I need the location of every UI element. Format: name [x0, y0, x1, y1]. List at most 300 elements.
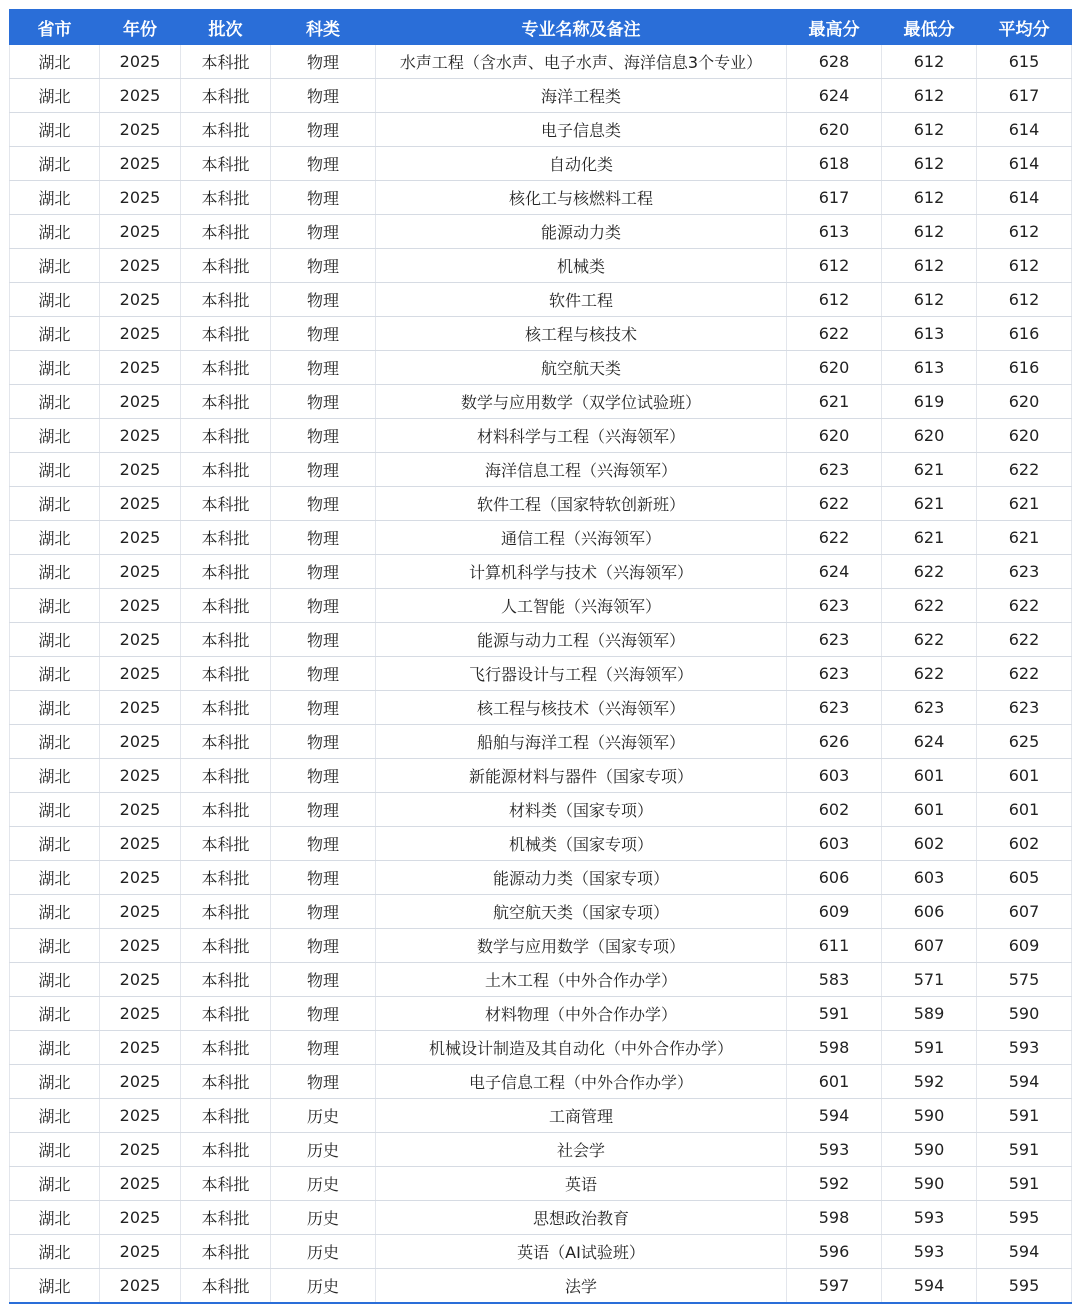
cell-avg-score: 617: [977, 79, 1072, 113]
table-row: [10, 929, 1072, 963]
cell-max-score: 611: [787, 929, 882, 963]
cell-batch: 本科批: [181, 283, 271, 317]
cell-subject: 物理: [271, 589, 376, 623]
cell-avg-score: 616: [977, 317, 1072, 351]
cell-avg-score: 609: [977, 929, 1072, 963]
cell-subject: 物理: [271, 215, 376, 249]
cell-year: 2025: [100, 1065, 181, 1099]
cell-province: 湖北: [10, 555, 100, 589]
cell-min-score: 612: [882, 249, 977, 283]
table-row: [10, 793, 1072, 827]
cell-subject: 物理: [271, 181, 376, 215]
cell-avg-score: 595: [977, 1269, 1072, 1304]
cell-batch: 本科批: [181, 1269, 271, 1304]
cell-max-score: 622: [787, 521, 882, 555]
table-row: [10, 759, 1072, 793]
cell-avg-score: 607: [977, 895, 1072, 929]
cell-subject: 物理: [271, 453, 376, 487]
cell-major: 英语: [376, 1167, 787, 1201]
cell-province: 湖北: [10, 487, 100, 521]
cell-max-score: 593: [787, 1133, 882, 1167]
cell-batch: 本科批: [181, 827, 271, 861]
cell-province: 湖北: [10, 521, 100, 555]
cell-province: 湖北: [10, 1065, 100, 1099]
cell-year: 2025: [100, 793, 181, 827]
cell-major: 软件工程（国家特软创新班）: [376, 487, 787, 521]
cell-avg-score: 622: [977, 623, 1072, 657]
cell-avg-score: 614: [977, 147, 1072, 181]
cell-major: 社会学: [376, 1133, 787, 1167]
cell-subject: 物理: [271, 249, 376, 283]
cell-min-score: 622: [882, 623, 977, 657]
cell-province: 湖北: [10, 249, 100, 283]
cell-avg-score: 601: [977, 759, 1072, 793]
cell-avg-score: 605: [977, 861, 1072, 895]
cell-subject: 物理: [271, 861, 376, 895]
cell-subject: 物理: [271, 895, 376, 929]
cell-min-score: 593: [882, 1201, 977, 1235]
cell-min-score: 623: [882, 691, 977, 725]
cell-major: 新能源材料与器件（国家专项）: [376, 759, 787, 793]
cell-major: 船舶与海洋工程（兴海领军）: [376, 725, 787, 759]
table-row: [10, 1201, 1072, 1235]
table-row: [10, 963, 1072, 997]
cell-major: 电子信息工程（中外合作办学）: [376, 1065, 787, 1099]
score-table-container: [9, 9, 1071, 1304]
cell-batch: 本科批: [181, 385, 271, 419]
cell-min-score: 606: [882, 895, 977, 929]
table-body: [10, 45, 1072, 1304]
cell-province: 湖北: [10, 589, 100, 623]
table-row: [10, 589, 1072, 623]
cell-major: 英语（AI试验班）: [376, 1235, 787, 1269]
table-row: [10, 895, 1072, 929]
cell-major: 飞行器设计与工程（兴海领军）: [376, 657, 787, 691]
cell-avg-score: 593: [977, 1031, 1072, 1065]
cell-major: 海洋信息工程（兴海领军）: [376, 453, 787, 487]
table-row: [10, 385, 1072, 419]
cell-province: 湖北: [10, 79, 100, 113]
cell-min-score: 612: [882, 283, 977, 317]
cell-year: 2025: [100, 623, 181, 657]
admission-score-table: [9, 9, 1072, 1304]
table-row: [10, 827, 1072, 861]
cell-year: 2025: [100, 657, 181, 691]
cell-min-score: 601: [882, 793, 977, 827]
cell-year: 2025: [100, 419, 181, 453]
cell-avg-score: 622: [977, 657, 1072, 691]
cell-year: 2025: [100, 963, 181, 997]
table-row: [10, 1235, 1072, 1269]
cell-min-score: 624: [882, 725, 977, 759]
cell-province: 湖北: [10, 1269, 100, 1304]
table-row: [10, 861, 1072, 895]
cell-province: 湖北: [10, 283, 100, 317]
cell-max-score: 591: [787, 997, 882, 1031]
table-row: [10, 623, 1072, 657]
cell-year: 2025: [100, 1099, 181, 1133]
cell-year: 2025: [100, 1031, 181, 1065]
cell-major: 核工程与核技术: [376, 317, 787, 351]
cell-major: 软件工程: [376, 283, 787, 317]
cell-major: 航空航天类: [376, 351, 787, 385]
cell-min-score: 590: [882, 1099, 977, 1133]
cell-max-score: 620: [787, 351, 882, 385]
cell-avg-score: 612: [977, 283, 1072, 317]
cell-batch: 本科批: [181, 623, 271, 657]
cell-max-score: 594: [787, 1099, 882, 1133]
cell-subject: 历史: [271, 1099, 376, 1133]
cell-batch: 本科批: [181, 113, 271, 147]
cell-min-score: 571: [882, 963, 977, 997]
cell-batch: 本科批: [181, 793, 271, 827]
cell-year: 2025: [100, 147, 181, 181]
cell-max-score: 603: [787, 759, 882, 793]
table-row: [10, 1269, 1072, 1304]
cell-avg-score: 601: [977, 793, 1072, 827]
cell-subject: 物理: [271, 487, 376, 521]
cell-max-score: 598: [787, 1031, 882, 1065]
cell-major: 思想政治教育: [376, 1201, 787, 1235]
cell-batch: 本科批: [181, 487, 271, 521]
cell-avg-score: 615: [977, 45, 1072, 79]
cell-year: 2025: [100, 1167, 181, 1201]
cell-batch: 本科批: [181, 215, 271, 249]
cell-batch: 本科批: [181, 419, 271, 453]
cell-province: 湖北: [10, 215, 100, 249]
cell-batch: 本科批: [181, 895, 271, 929]
table-row: [10, 181, 1072, 215]
table-row: [10, 1133, 1072, 1167]
cell-province: 湖北: [10, 759, 100, 793]
cell-province: 湖北: [10, 1099, 100, 1133]
cell-major: 航空航天类（国家专项）: [376, 895, 787, 929]
cell-max-score: 612: [787, 283, 882, 317]
cell-province: 湖北: [10, 147, 100, 181]
cell-province: 湖北: [10, 691, 100, 725]
header-major: 专业名称及备注: [376, 10, 787, 45]
cell-min-score: 601: [882, 759, 977, 793]
cell-max-score: 612: [787, 249, 882, 283]
cell-batch: 本科批: [181, 1167, 271, 1201]
cell-province: 湖北: [10, 827, 100, 861]
cell-year: 2025: [100, 1235, 181, 1269]
table-row: [10, 1167, 1072, 1201]
cell-province: 湖北: [10, 45, 100, 79]
cell-min-score: 621: [882, 453, 977, 487]
cell-min-score: 622: [882, 555, 977, 589]
cell-major: 自动化类: [376, 147, 787, 181]
cell-avg-score: 625: [977, 725, 1072, 759]
cell-max-score: 623: [787, 589, 882, 623]
header-max-score: 最高分: [787, 10, 882, 45]
table-row: [10, 1031, 1072, 1065]
cell-batch: 本科批: [181, 589, 271, 623]
cell-avg-score: 594: [977, 1235, 1072, 1269]
cell-batch: 本科批: [181, 963, 271, 997]
cell-year: 2025: [100, 317, 181, 351]
cell-min-score: 621: [882, 521, 977, 555]
cell-year: 2025: [100, 691, 181, 725]
cell-province: 湖北: [10, 317, 100, 351]
cell-subject: 历史: [271, 1269, 376, 1304]
cell-province: 湖北: [10, 793, 100, 827]
cell-batch: 本科批: [181, 555, 271, 589]
cell-avg-score: 594: [977, 1065, 1072, 1099]
cell-year: 2025: [100, 521, 181, 555]
cell-province: 湖北: [10, 929, 100, 963]
cell-max-score: 623: [787, 623, 882, 657]
cell-avg-score: 590: [977, 997, 1072, 1031]
cell-subject: 物理: [271, 963, 376, 997]
cell-min-score: 612: [882, 215, 977, 249]
cell-batch: 本科批: [181, 725, 271, 759]
cell-subject: 物理: [271, 827, 376, 861]
cell-min-score: 622: [882, 589, 977, 623]
cell-batch: 本科批: [181, 1099, 271, 1133]
cell-max-score: 596: [787, 1235, 882, 1269]
cell-max-score: 618: [787, 147, 882, 181]
cell-max-score: 592: [787, 1167, 882, 1201]
cell-subject: 物理: [271, 725, 376, 759]
cell-min-score: 612: [882, 113, 977, 147]
cell-major: 材料物理（中外合作办学）: [376, 997, 787, 1031]
table-row: [10, 147, 1072, 181]
table-row: [10, 317, 1072, 351]
table-row: [10, 45, 1072, 79]
cell-batch: 本科批: [181, 997, 271, 1031]
cell-avg-score: 621: [977, 521, 1072, 555]
cell-year: 2025: [100, 827, 181, 861]
cell-year: 2025: [100, 589, 181, 623]
table-row: [10, 419, 1072, 453]
cell-avg-score: 623: [977, 691, 1072, 725]
cell-batch: 本科批: [181, 453, 271, 487]
table-row: [10, 997, 1072, 1031]
cell-province: 湖北: [10, 657, 100, 691]
cell-subject: 历史: [271, 1235, 376, 1269]
cell-min-score: 593: [882, 1235, 977, 1269]
cell-max-score: 620: [787, 113, 882, 147]
cell-batch: 本科批: [181, 657, 271, 691]
cell-max-score: 597: [787, 1269, 882, 1304]
cell-major: 能源与动力工程（兴海领军）: [376, 623, 787, 657]
table-row: [10, 249, 1072, 283]
cell-batch: 本科批: [181, 351, 271, 385]
cell-major: 人工智能（兴海领军）: [376, 589, 787, 623]
cell-avg-score: 595: [977, 1201, 1072, 1235]
cell-max-score: 623: [787, 657, 882, 691]
cell-avg-score: 623: [977, 555, 1072, 589]
cell-subject: 物理: [271, 147, 376, 181]
cell-min-score: 612: [882, 181, 977, 215]
cell-major: 能源动力类（国家专项）: [376, 861, 787, 895]
cell-max-score: 609: [787, 895, 882, 929]
cell-avg-score: 621: [977, 487, 1072, 521]
cell-major: 水声工程（含水声、电子水声、海洋信息3个专业）: [376, 45, 787, 79]
cell-province: 湖北: [10, 113, 100, 147]
cell-batch: 本科批: [181, 1235, 271, 1269]
cell-batch: 本科批: [181, 1031, 271, 1065]
cell-batch: 本科批: [181, 317, 271, 351]
cell-max-score: 617: [787, 181, 882, 215]
cell-major: 土木工程（中外合作办学）: [376, 963, 787, 997]
cell-min-score: 590: [882, 1133, 977, 1167]
cell-min-score: 603: [882, 861, 977, 895]
table-row: [10, 1065, 1072, 1099]
cell-min-score: 590: [882, 1167, 977, 1201]
cell-subject: 物理: [271, 79, 376, 113]
table-row: [10, 725, 1072, 759]
cell-batch: 本科批: [181, 181, 271, 215]
cell-avg-score: 616: [977, 351, 1072, 385]
cell-subject: 物理: [271, 385, 376, 419]
table-row: [10, 487, 1072, 521]
cell-major: 数学与应用数学（双学位试验班）: [376, 385, 787, 419]
cell-province: 湖北: [10, 1201, 100, 1235]
cell-avg-score: 602: [977, 827, 1072, 861]
cell-major: 工商管理: [376, 1099, 787, 1133]
cell-province: 湖北: [10, 1235, 100, 1269]
cell-min-score: 620: [882, 419, 977, 453]
cell-min-score: 591: [882, 1031, 977, 1065]
header-province: 省市: [10, 10, 100, 45]
cell-province: 湖北: [10, 181, 100, 215]
table-row: [10, 215, 1072, 249]
cell-subject: 历史: [271, 1167, 376, 1201]
cell-min-score: 612: [882, 45, 977, 79]
cell-year: 2025: [100, 385, 181, 419]
cell-major: 机械类: [376, 249, 787, 283]
cell-avg-score: 591: [977, 1167, 1072, 1201]
cell-max-score: 624: [787, 555, 882, 589]
cell-year: 2025: [100, 283, 181, 317]
table-row: [10, 1099, 1072, 1133]
cell-year: 2025: [100, 929, 181, 963]
table-row: [10, 691, 1072, 725]
cell-min-score: 602: [882, 827, 977, 861]
cell-major: 通信工程（兴海领军）: [376, 521, 787, 555]
cell-subject: 物理: [271, 521, 376, 555]
cell-min-score: 622: [882, 657, 977, 691]
cell-min-score: 619: [882, 385, 977, 419]
cell-year: 2025: [100, 759, 181, 793]
cell-subject: 物理: [271, 691, 376, 725]
cell-major: 核化工与核燃料工程: [376, 181, 787, 215]
cell-province: 湖北: [10, 1133, 100, 1167]
cell-subject: 历史: [271, 1201, 376, 1235]
table-row: [10, 351, 1072, 385]
cell-province: 湖北: [10, 351, 100, 385]
table-header: [10, 10, 1072, 45]
cell-year: 2025: [100, 895, 181, 929]
cell-major: 材料科学与工程（兴海领军）: [376, 419, 787, 453]
cell-year: 2025: [100, 453, 181, 487]
cell-major: 机械设计制造及其自动化（中外合作办学）: [376, 1031, 787, 1065]
table-row: [10, 283, 1072, 317]
cell-min-score: 621: [882, 487, 977, 521]
cell-province: 湖北: [10, 385, 100, 419]
cell-year: 2025: [100, 181, 181, 215]
header-batch: 批次: [181, 10, 271, 45]
cell-subject: 物理: [271, 555, 376, 589]
cell-batch: 本科批: [181, 691, 271, 725]
cell-max-score: 624: [787, 79, 882, 113]
cell-avg-score: 614: [977, 113, 1072, 147]
cell-province: 湖北: [10, 725, 100, 759]
cell-min-score: 612: [882, 147, 977, 181]
cell-year: 2025: [100, 79, 181, 113]
cell-avg-score: 620: [977, 385, 1072, 419]
cell-subject: 物理: [271, 351, 376, 385]
cell-min-score: 594: [882, 1269, 977, 1304]
table-row: [10, 555, 1072, 589]
cell-subject: 物理: [271, 1031, 376, 1065]
header-row: [10, 10, 1072, 45]
cell-year: 2025: [100, 997, 181, 1031]
cell-year: 2025: [100, 249, 181, 283]
cell-subject: 物理: [271, 929, 376, 963]
table-row: [10, 453, 1072, 487]
cell-province: 湖北: [10, 623, 100, 657]
cell-subject: 物理: [271, 419, 376, 453]
cell-max-score: 622: [787, 487, 882, 521]
cell-min-score: 612: [882, 79, 977, 113]
cell-avg-score: 622: [977, 453, 1072, 487]
cell-batch: 本科批: [181, 929, 271, 963]
cell-year: 2025: [100, 113, 181, 147]
table-row: [10, 657, 1072, 691]
header-year: 年份: [100, 10, 181, 45]
cell-avg-score: 622: [977, 589, 1072, 623]
header-subject: 科类: [271, 10, 376, 45]
cell-subject: 物理: [271, 759, 376, 793]
cell-major: 法学: [376, 1269, 787, 1304]
cell-batch: 本科批: [181, 1065, 271, 1099]
cell-major: 海洋工程类: [376, 79, 787, 113]
cell-avg-score: 591: [977, 1133, 1072, 1167]
cell-major: 电子信息类: [376, 113, 787, 147]
cell-subject: 物理: [271, 1065, 376, 1099]
cell-min-score: 613: [882, 317, 977, 351]
cell-subject: 物理: [271, 317, 376, 351]
cell-avg-score: 612: [977, 215, 1072, 249]
cell-year: 2025: [100, 1201, 181, 1235]
cell-major: 核工程与核技术（兴海领军）: [376, 691, 787, 725]
cell-major: 计算机科学与技术（兴海领军）: [376, 555, 787, 589]
cell-min-score: 589: [882, 997, 977, 1031]
cell-avg-score: 591: [977, 1099, 1072, 1133]
cell-max-score: 621: [787, 385, 882, 419]
table-row: [10, 113, 1072, 147]
header-min-score: 最低分: [882, 10, 977, 45]
cell-batch: 本科批: [181, 45, 271, 79]
table-row: [10, 521, 1072, 555]
cell-max-score: 598: [787, 1201, 882, 1235]
cell-year: 2025: [100, 45, 181, 79]
cell-max-score: 626: [787, 725, 882, 759]
cell-min-score: 613: [882, 351, 977, 385]
cell-year: 2025: [100, 555, 181, 589]
cell-max-score: 613: [787, 215, 882, 249]
cell-max-score: 628: [787, 45, 882, 79]
cell-batch: 本科批: [181, 759, 271, 793]
cell-province: 湖北: [10, 1167, 100, 1201]
cell-major: 数学与应用数学（国家专项）: [376, 929, 787, 963]
cell-subject: 物理: [271, 997, 376, 1031]
table-row: [10, 79, 1072, 113]
cell-batch: 本科批: [181, 79, 271, 113]
